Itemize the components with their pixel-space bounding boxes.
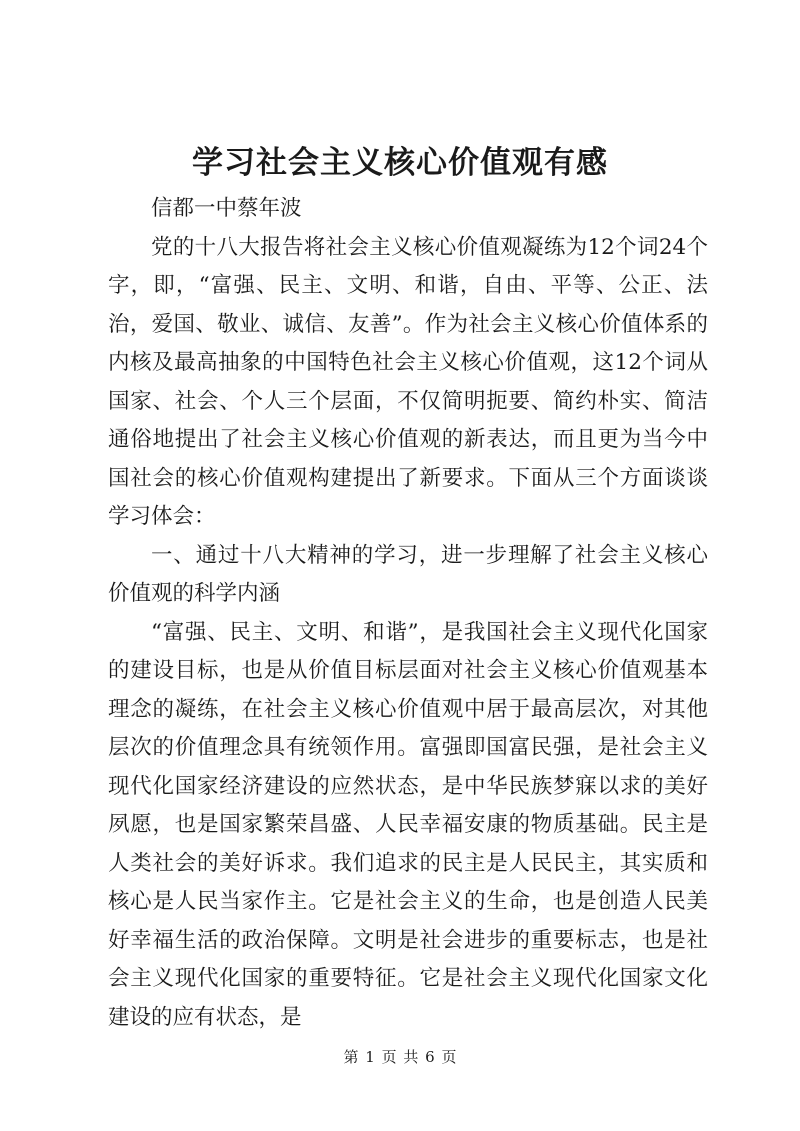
paragraph-intro: 党的十八大报告将社会主义核心价值观凝练为12个词24个字，即，“富强、民主、文明、和谐，自由、平等、公正、法治，爱国、敬业、诚信、友善”。作为社会主义核心价值体系的内核及最高抽象的中国特色社会主义核心价值观，这12个词从国家、社会、个人三个层面，不仅简明扼要、简约朴实、简洁通俗地提出了社会主义核心价值观的新表达，而且更为当今中国社会的核心价值观构建提出了新要求。下面从三个方面谈谈学习体会： — [108, 234, 708, 529]
author-line: 信都一中蔡年波 — [151, 196, 302, 221]
paragraph-section-1: “富强、民主、文明、和谐”，是我国社会主义现代化国家的建设目标，也是从价值目标层面对社会主义核心价值观基本理念的凝练，在社会主义核心价值观中居于最高层次，对其他层次的价值理念具有统领作用。富强即国富民强，是社会主义现代化国家经济建设的应然状态，是中华民族梦寐以求的美好夙愿，也是国家繁荣昌盛、人民幸福安康的物质基础。民主是人类社会的美好诉求。我们追求的民主是人民民主，其实质和核心是人民当家作主。它是社会主义的生命，也是创造人民美好幸福生活的政治保障。文明是社会进步的重要标志，也是社会主义现代化国家的重要特征。它是社会主义现代化国家文化建设的应有状态，是 — [108, 619, 708, 1030]
document-body — [108, 190, 708, 1037]
document-title: 学习社会主义核心价值观有感 — [192, 145, 608, 181]
page-footer: 第 1 页 共 6 页 — [343, 1048, 457, 1066]
section-heading-1: 一、通过十八大精神的学习，进一步理解了社会主义核心价值观的科学内涵 — [108, 542, 708, 606]
